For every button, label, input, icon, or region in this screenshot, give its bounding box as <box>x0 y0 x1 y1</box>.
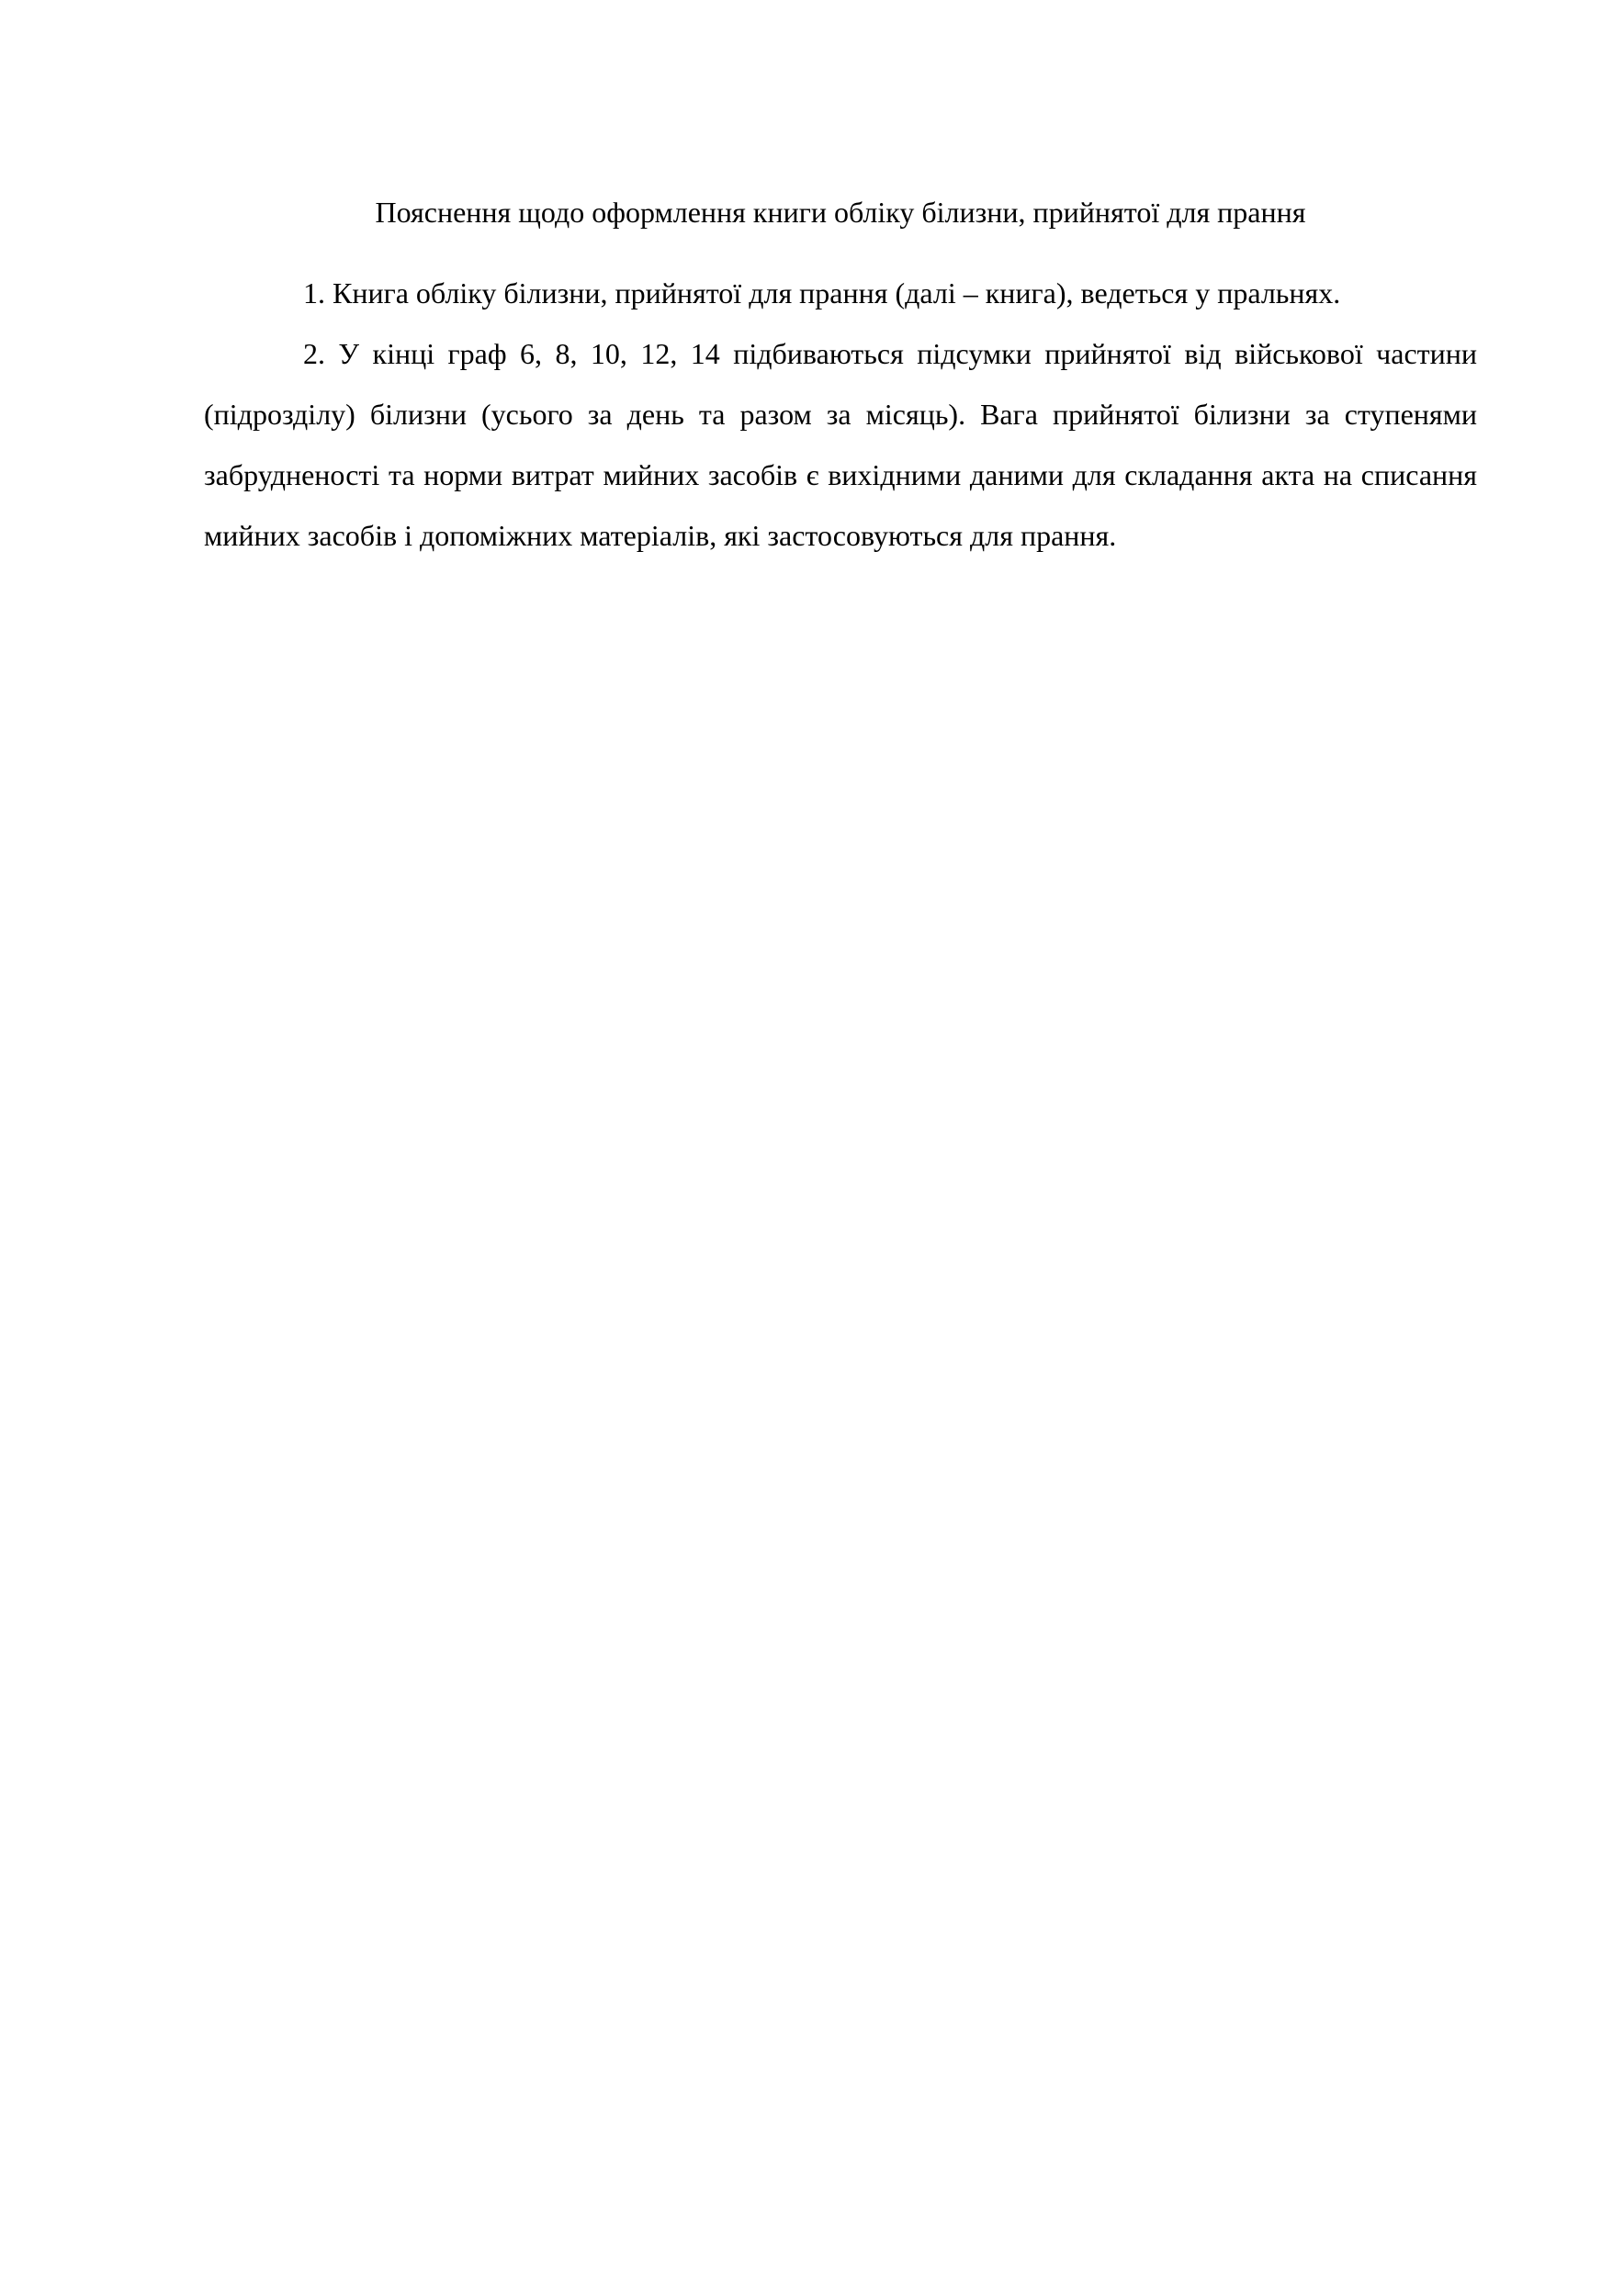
paragraph-1: 1. Книга обліку білизни, прийнятої для прання (далі – книга), ведеться у пральнях. <box>303 276 1341 310</box>
document-title: Пояснення щодо оформлення книги обліку білизни, прийнятої для прання <box>375 196 1306 229</box>
document-body <box>204 263 1477 566</box>
paragraph-2: 2. У кінці граф 6, 8, 10, 12, 14 підбиваються підсумки прийнятої від військової частини (підрозділу) білизни (усього за день та разом за місяць). Вага прийнятої білизни за ступенями забрудненості та норми витрат мийних засобів є вихідними даними для складання акта на списання мийних засобів і допоміжних матеріалів, які застосовуються для прання. <box>204 337 1477 552</box>
